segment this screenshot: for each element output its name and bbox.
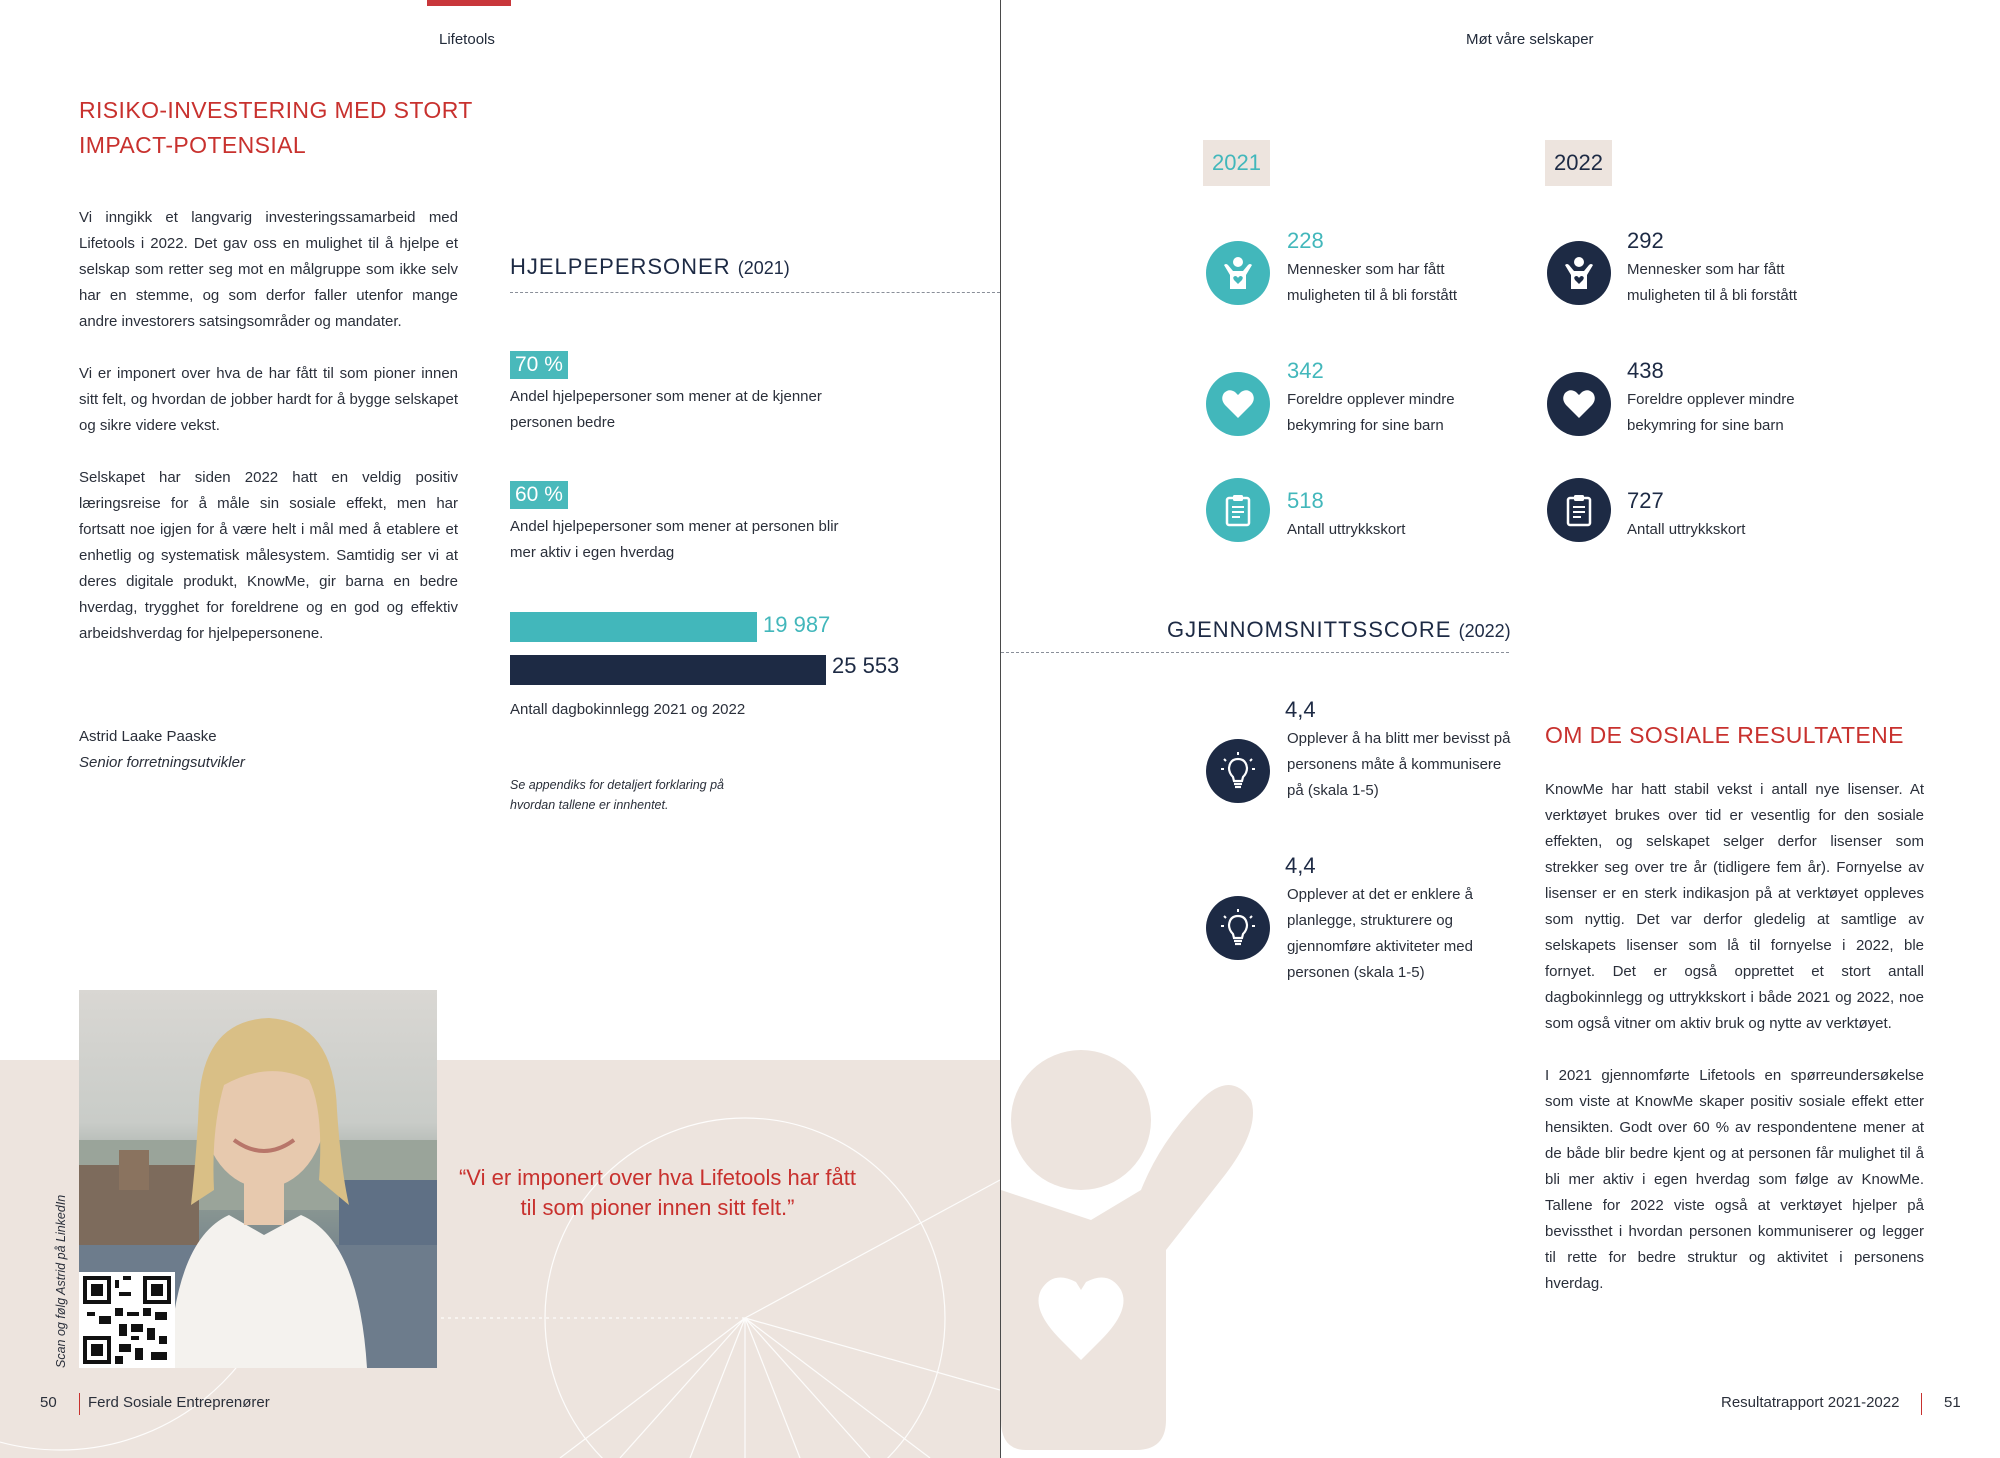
stat-2022-1-text: Mennesker som har fått muligheten til å bli forstått [1627, 261, 1798, 304]
year-badge-2021: 2021 [1203, 140, 1270, 186]
score-section-title [1167, 617, 1511, 643]
intro-paragraph-3: Selskapet har siden 2022 hatt en veldig positiv læringsreise for å måle sin sosiale effekt, men har fortsatt noe igjen for å være helt i mål med å etablere et enhetlig og systematisk målesystem. Samtidig ser vi at deres digitale produkt, KnowMe, gir barna en bedre hverdag, trygghet for foreldrene og en god og effektiv arbeidshverdag for hjelpepersonene. [79, 469, 458, 642]
diary-entries-chart [510, 612, 950, 722]
stat-60-text: Andel hjelpepersoner som mener at personen blir mer aktiv i egen hverdag [510, 518, 839, 561]
qr-code-icon [83, 1276, 171, 1364]
helpers-section-label: HJELPEPERSONER [510, 254, 731, 279]
year-badge-2022: 2022 [1545, 140, 1612, 186]
helpers-section-year: (2021) [737, 258, 790, 278]
stat-2022-2-text: Foreldre opplever mindre bekymring for sine barn [1627, 391, 1795, 434]
stat-60 [510, 481, 840, 566]
heart-icon [1559, 384, 1599, 424]
bar-2022-label: 25 553 [832, 653, 900, 678]
clipboard-icon [1559, 490, 1599, 530]
results-paragraph-2: I 2021 gjennomførte Lifetools en spørreundersøkelse som viste at KnowMe skaper positiv sosiale effekt etter hensikten. Godt over 60 % av respondentene mener at de både blir bedre kjent og at personen får mulighet til å bli mer aktiv i egen hverdag som følge av KnowMe. Tallene for 2022 viste også at verktøyet hjelper på bevissthet i hvordan personen kommuniserer og legger til rette for bedre struktur og aktivitet i personens hverdag. [1545, 1067, 1924, 1292]
score-1-text: Opplever å ha blitt mer bevisst på personens måte å kommunisere på (skala 1-5) [1287, 730, 1511, 799]
score-1-value: 4,4 [1285, 697, 1316, 722]
stat-2021-3-icon [1206, 478, 1270, 542]
pull-quote: “Vi er imponert over hva Lifetools har fått til som pioner innen sitt felt.” [458, 1165, 856, 1220]
score-divider [1001, 652, 1509, 653]
author-name: Astrid Laake Paaske [79, 728, 217, 745]
bar-caption: Antall dagbokinnlegg 2021 og 2022 [510, 701, 746, 718]
footnote: Se appendiks for detaljert forklaring på hvordan tallene er innhentet. [510, 778, 725, 812]
author-block [79, 724, 439, 776]
intro-paragraph-1: Vi inngikk et langvarig investeringssamarbeid med Lifetools i 2022. Det gav oss en mulighet til å hjelpe et selskap som retter seg mot en målgruppe som ikke selv har en stemme, og som derfor faller utenfor mange andre investorers satsingsområder og mandater. [79, 209, 458, 330]
left-footer-title: Ferd Sosiale Entreprenører [88, 1394, 270, 1411]
portrait-photo [79, 990, 437, 1368]
stat-2021-1-text: Mennesker som har fått muligheten til å bli forstått [1287, 261, 1458, 304]
stat-2021-2-value: 342 [1287, 358, 1324, 383]
stat-2021-2-icon [1206, 372, 1270, 436]
right-page [1001, 0, 2000, 1458]
author-role: Senior forretningsutvikler [79, 754, 245, 771]
score-section-year: (2022) [1458, 621, 1511, 641]
score-2-value: 4,4 [1285, 853, 1316, 878]
stat-2021-3-value: 518 [1287, 488, 1324, 513]
right-running-header: Møt våre selskaper [1466, 31, 1594, 48]
lightbulb-icon [1218, 908, 1258, 948]
score-1-icon [1206, 739, 1270, 803]
stat-2022-2-value: 438 [1627, 358, 1664, 383]
stat-60-badge: 60 % [510, 481, 568, 509]
helpers-section-title [510, 254, 790, 280]
results-title: OM DE SOSIALE RESULTATENE [1545, 722, 1904, 748]
article-title-line1: RISIKO-INVESTERING MED STORT [79, 97, 473, 123]
score-2-text: Opplever at det er enklere å planlegge, strukturere og gjennomføre aktiviteter med personen (skala 1-5) [1287, 886, 1473, 981]
stat-2022-1-icon [1547, 241, 1611, 305]
intro-paragraph-2: Vi er imponert over hva de har fått til som pioner innen sitt felt, og hvordan de jobber hardt for å bygge selskapet og sikre videre vekst. [79, 365, 458, 434]
stat-2022-3-icon [1547, 478, 1611, 542]
stat-2021-1-value: 228 [1287, 228, 1324, 253]
article-title-line2: IMPACT-POTENSIAL [79, 132, 307, 158]
heart-icon [1218, 384, 1258, 424]
score-2-icon [1206, 896, 1270, 960]
person-heart-icon [1218, 253, 1258, 293]
stat-2021-2-text: Foreldre opplever mindre bekymring for sine barn [1287, 391, 1455, 434]
results-paragraph-1: KnowMe har hatt stabil vekst i antall nye lisenser. At verktøyet brukes over tid er vesentlig for den sosiale effekten, og selskapet selger derfor lisenser som strekker seg over tre år (tidligere fem år). Fornyelse av lisenser er en sterk indikasjon på at verktøyet oppleves som nyttig. Det var derfor gledelig at samtlige av selskapets lisenser som lå til fornyelse i 2022, ble fornyet. Det er også opprettet et stort antall dagbokinnlegg og uttrykkskort i både 2021 og 2022, noe som også vitner om aktiv bruk og nytte av verktøyet. [1545, 781, 1924, 1032]
intro-text [79, 205, 458, 673]
qr-code[interactable] [79, 1272, 175, 1368]
bar-2022 [510, 655, 826, 685]
left-running-header: Lifetools [439, 31, 495, 48]
top-accent-tab [427, 0, 511, 6]
helpers-divider [510, 292, 1000, 293]
qr-caption: Scan og følg Astrid på LinkedIn [54, 1194, 68, 1368]
stat-2022-2-icon [1547, 372, 1611, 436]
person-figure-decoration [1001, 1040, 1301, 1458]
right-footer-title: Resultatrapport 2021-2022 [1721, 1394, 1900, 1411]
stat-70 [510, 351, 840, 436]
stat-2021-3-text: Antall uttrykkskort [1287, 521, 1406, 538]
bar-2021-label: 19 987 [763, 612, 831, 637]
stat-2022-1-value: 292 [1627, 228, 1664, 253]
stat-2021-1-icon [1206, 241, 1270, 305]
score-section-label: GJENNOMSNITTSSCORE [1167, 617, 1452, 642]
left-footer-page: 50 [40, 1394, 57, 1411]
lightbulb-icon [1218, 751, 1258, 791]
right-footer-rule [1921, 1393, 1922, 1415]
right-footer-page: 51 [1944, 1394, 1961, 1411]
clipboard-icon [1218, 490, 1258, 530]
person-heart-icon [1559, 253, 1599, 293]
results-text [1545, 777, 1924, 1323]
article-title [79, 93, 499, 163]
left-footer-rule [79, 1393, 80, 1415]
stat-2022-3-text: Antall uttrykkskort [1627, 521, 1746, 538]
bar-2021 [510, 612, 757, 642]
stat-70-badge: 70 % [510, 351, 568, 379]
stat-2022-3-value: 727 [1627, 488, 1664, 513]
stat-70-text: Andel hjelpepersoner som mener at de kjenner personen bedre [510, 388, 822, 431]
